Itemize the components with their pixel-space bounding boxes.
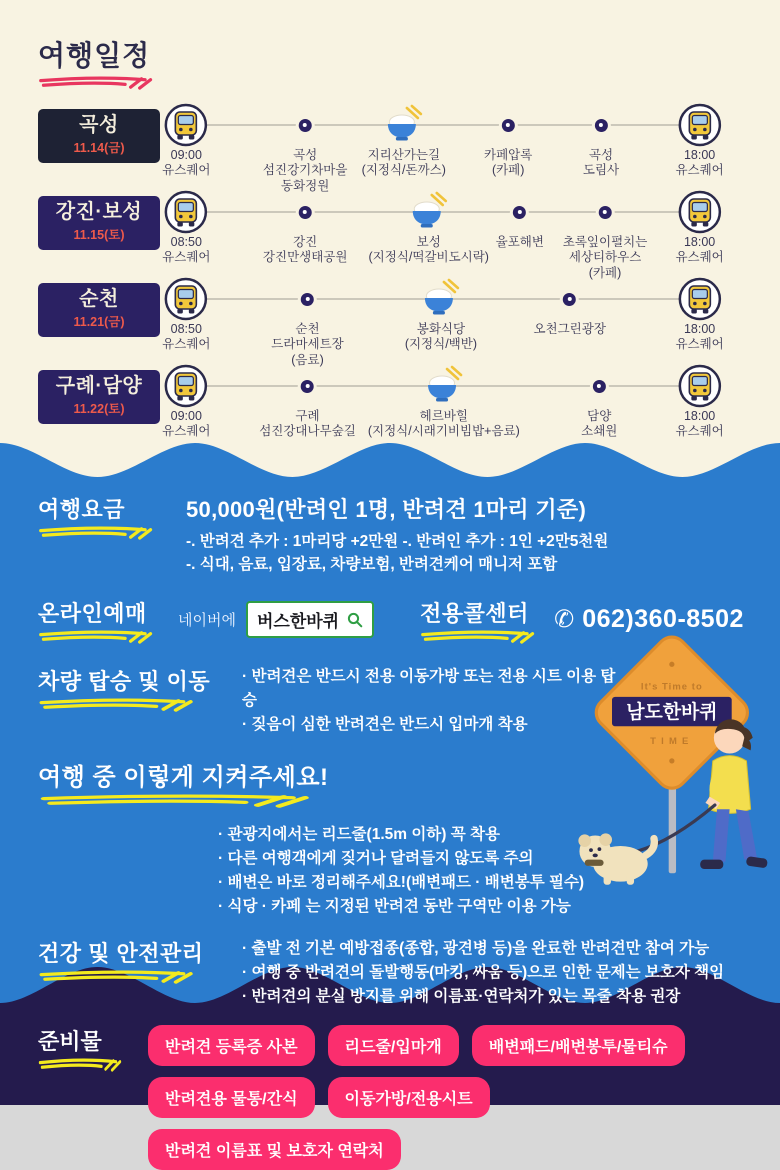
day-badge: [38, 196, 160, 250]
stop-dot: [594, 119, 607, 132]
stop-label: 08:50 유스퀘어: [162, 322, 211, 352]
safety-marker-underline: [38, 970, 198, 983]
timeline: [162, 190, 746, 280]
safety-bullet: · 반려견의 분실 방지를 위해 이름표·연락처가 있는 목줄 착용 권장: [242, 987, 681, 1005]
stop-label: 18:00 유스퀘어: [675, 235, 724, 265]
timeline-stop: [583, 103, 619, 179]
dog-walk-illustration: [570, 637, 780, 889]
stop-label: 지리산가는길 (지정식/돈까스): [361, 148, 446, 178]
timeline: [162, 364, 746, 439]
bus-icon: [164, 190, 208, 234]
phone-number[interactable]: 062)360-8502: [582, 605, 744, 633]
pricing-details: [186, 493, 608, 577]
supply-pill: 반려견 이름표 및 보호자 연락처: [148, 1129, 401, 1170]
stop-label: 08:50 유스퀘어: [162, 235, 211, 265]
stop-label: 09:00 유스퀘어: [162, 409, 211, 439]
stop-marker: [678, 190, 722, 234]
stop-label: 18:00 유스퀘어: [675, 148, 724, 178]
day-badge: [38, 283, 160, 337]
supply-pills: [148, 1025, 754, 1160]
timeline-stop: [368, 364, 520, 440]
stop-marker: [420, 277, 462, 321]
stop-marker: [299, 103, 312, 147]
day-badge-place: 순천: [79, 288, 119, 310]
callcenter-heading: 전용콜센터: [420, 600, 529, 626]
stop-dot: [599, 206, 612, 219]
timeline: [162, 277, 746, 367]
stop-label: 곡성 섬진강기차마을 동화정원: [262, 148, 348, 193]
bus-icon: [164, 277, 208, 321]
rice-bowl-icon: [420, 279, 462, 319]
timeline-stop: [263, 103, 348, 194]
timeline-stop: [675, 364, 723, 440]
stop-marker: [593, 364, 606, 408]
stop-marker: [164, 277, 208, 321]
stop-marker: [301, 364, 314, 408]
timeline-stop: [362, 103, 446, 179]
stop-label: 09:00 유스퀘어: [162, 148, 211, 178]
itinerary-row: [38, 103, 746, 193]
rules-bullet: · 식당 · 카페 는 지정된 반려견 동반 구역만 이용 가능: [218, 897, 571, 915]
day-badge: [38, 109, 160, 163]
rice-bowl-icon: [383, 105, 425, 145]
boarding-marker-underline: [38, 698, 198, 711]
itinerary-row: [38, 364, 746, 437]
stop-marker: [502, 103, 515, 147]
itinerary-section: [0, 0, 780, 437]
boarding-bullet: · 반려견은 반드시 전용 이동가방 또는 전용 시트 이용 탑승: [242, 667, 616, 709]
day-badge-date: 11.14(금): [73, 141, 125, 155]
timeline-stop: [263, 190, 348, 266]
timeline-stop: [533, 277, 605, 337]
rice-bowl-icon: [408, 192, 450, 232]
supply-pill: 이동가방/전용시트: [328, 1077, 490, 1118]
timeline-stop: [271, 277, 343, 368]
info-section: [0, 479, 780, 1005]
itinerary-rows: [38, 103, 746, 437]
leash: [637, 805, 715, 851]
stop-dot: [593, 380, 606, 393]
stop-label: 봉화식당 (지정식/백반): [404, 322, 477, 352]
timeline-stop: [162, 103, 210, 179]
safety-bullets: [242, 937, 724, 1009]
bus-icon: [678, 103, 722, 147]
stop-dot: [299, 206, 312, 219]
rules-bullet: · 다른 여행객에게 짖거나 달려들지 않도록 주의: [218, 849, 534, 867]
stop-marker: [678, 103, 722, 147]
booking-heading: 온라인예매: [38, 600, 147, 626]
boarding-heading: 차량 탑승 및 이동: [38, 668, 211, 694]
timeline-stop: [162, 277, 210, 353]
stop-marker: [408, 190, 450, 234]
pricing-marker-underline: [38, 526, 156, 539]
bus-icon: [678, 277, 722, 321]
timeline-stop: [405, 277, 477, 353]
stop-marker: [513, 190, 526, 234]
stop-marker: [563, 277, 576, 321]
boarding-bullet: · 짖음이 심한 반려견은 반드시 입마개 착용: [242, 715, 528, 733]
day-badge-place: 강진·보성: [55, 201, 143, 223]
title-marker-underline: [38, 76, 156, 89]
stop-label: 순천 드라마세트장 (음료): [271, 322, 344, 367]
phone-icon: ✆: [554, 605, 575, 633]
timeline-stop: [162, 364, 210, 440]
supply-pill: 반려견용 물통/간식: [148, 1077, 315, 1118]
stop-marker: [383, 103, 425, 147]
stop-label: 구례 섬진강대나무숲길: [259, 409, 356, 439]
stop-marker: [164, 190, 208, 234]
itinerary-row: [38, 277, 746, 367]
supplies-section: [0, 1007, 780, 1160]
day-badge-date: 11.22(토): [73, 402, 125, 416]
supply-pill: 반려견 등록증 사본: [148, 1025, 315, 1066]
stop-dot: [502, 119, 515, 132]
stop-marker: [164, 103, 208, 147]
stop-label: 18:00 유스퀘어: [675, 322, 724, 352]
stop-label: 초록잎이펼치는 세상티하우스 (카페): [562, 235, 648, 280]
supplies-heading: 준비물: [38, 1029, 102, 1054]
dog: [578, 833, 654, 884]
safety-heading: 건강 및 안전관리: [38, 940, 204, 966]
stop-marker: [599, 190, 612, 234]
bus-icon: [164, 364, 208, 408]
day-badge-place: 곡성: [79, 114, 119, 136]
safety-bullet: · 여행 중 반려견의 돌발행동(마킹, 싸움 등)으로 인한 문제는 보호자 책임: [242, 963, 725, 981]
stop-marker: [301, 277, 314, 321]
price-main: 50,000원(반려인 1명, 반려견 1마리 기준): [186, 497, 587, 522]
timeline-stop: [496, 190, 544, 250]
price-sub-line: -. 반려견 추가 : 1마리당 +2만원 -. 반려인 추가 : 1인 +2만5천원: [186, 533, 609, 550]
wave-divider-top: [0, 437, 780, 479]
day-badge-place: 구례·담양: [55, 375, 143, 397]
timeline-stop: [162, 190, 210, 266]
timeline-stop: [675, 103, 723, 179]
day-badge: [38, 370, 160, 424]
stop-dot: [301, 293, 314, 306]
stop-dot: [513, 206, 526, 219]
stop-label: 담양 소쇄원: [581, 409, 618, 439]
search-value: 버스한바퀴: [256, 612, 340, 631]
callcenter-marker-underline: [420, 630, 538, 643]
booking-marker-underline: [38, 630, 156, 643]
page-title: 여행일정: [38, 40, 151, 71]
stop-dot: [563, 293, 576, 306]
naver-label: 네이버에: [178, 612, 236, 629]
stop-label: 곡성 도림사: [582, 148, 620, 178]
stop-label: 헤르바힐 (지정식/시래기비빔밥+음료): [367, 409, 520, 439]
sign-title-text: 남도한바퀴: [626, 701, 718, 723]
sign-top-text: It's Time to: [640, 681, 703, 693]
bus-icon: [678, 190, 722, 234]
stop-label: 18:00 유스퀘어: [675, 409, 724, 439]
stop-marker: [299, 190, 312, 234]
stop-label: 카페압록 (카페): [484, 148, 533, 178]
day-badge-date: 11.21(금): [73, 315, 125, 329]
supply-pill: 배변패드/배변봉투/물티슈: [472, 1025, 685, 1066]
itinerary-row: [38, 190, 746, 280]
bus-icon: [164, 103, 208, 147]
naver-search-input[interactable]: [246, 601, 374, 638]
timeline: [162, 103, 746, 193]
day-badge-date: 11.15(토): [73, 228, 125, 242]
rules-heading: 여행 중 이렇게 지켜주세요!: [38, 763, 329, 791]
stop-marker: [594, 103, 607, 147]
search-icon: [347, 612, 363, 628]
rules-bullet: · 관광지에서는 리드줄(1.5m 이하) 꼭 착용: [218, 825, 500, 843]
stop-label: 강진 강진만생태공원: [262, 235, 348, 265]
price-sub-lines: [186, 530, 608, 577]
rules-bullet: · 배변은 바로 정리해주세요!(배변패드 · 배변봉투 필수): [218, 873, 585, 891]
stop-label: 율포해변: [495, 235, 544, 249]
price-sub-line: -. 식대, 음료, 입장료, 차량보험, 반려견케어 매니저 포함: [186, 556, 558, 574]
stop-marker: [423, 364, 465, 408]
stop-marker: [164, 364, 208, 408]
rules-marker-underline: [38, 794, 318, 807]
supplies-marker-underline: [38, 1058, 124, 1071]
sign-bottom-text: TIME: [650, 736, 694, 748]
timeline-stop: [563, 190, 648, 281]
timeline-stop: [581, 364, 617, 440]
timeline-stop: [675, 277, 723, 353]
stop-dot: [301, 380, 314, 393]
rules-bullets: [218, 823, 618, 919]
stop-label: 오천그린광장: [533, 322, 606, 336]
timeline-stop: [259, 364, 356, 440]
boarding-bullets: [242, 665, 622, 737]
safety-bullet: · 출발 전 기본 예방접종(종합, 광견병 등)을 완료한 반려견만 참여 가능: [242, 939, 710, 957]
stop-marker: [678, 277, 722, 321]
timeline-stop: [368, 190, 488, 266]
bus-icon: [678, 364, 722, 408]
timeline-stop: [675, 190, 723, 266]
supply-pill: 리드줄/입마개: [328, 1025, 459, 1066]
rice-bowl-icon: [423, 366, 465, 406]
timeline-stop: [484, 103, 532, 179]
pricing-heading: 여행요금: [38, 497, 126, 522]
stop-dot: [299, 119, 312, 132]
stop-marker: [678, 364, 722, 408]
stop-label: 보성 (지정식/떡갈비도시락): [368, 235, 489, 265]
